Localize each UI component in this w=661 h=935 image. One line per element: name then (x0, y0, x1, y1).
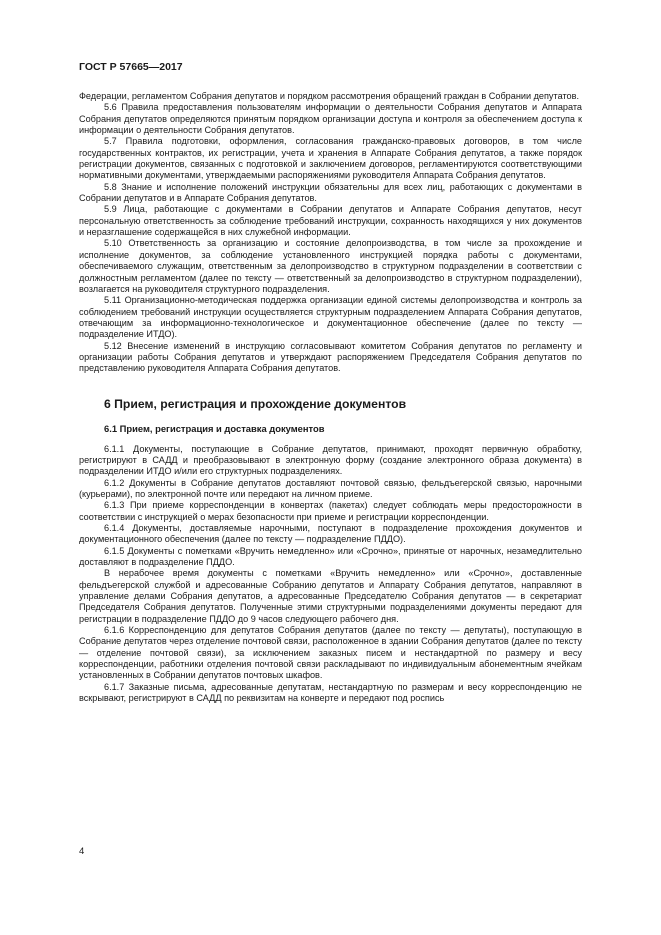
paragraph: 6.1.3 При приеме корреспонденции в конвертах (пакетах) следует соблюдать меры предосторожности в соответствии с инструкцией о мерах безопасности при приеме и регистрации корреспонденции. (79, 500, 582, 522)
subsection-heading: 6.1 Прием, регистрация и доставка документов (104, 422, 325, 434)
document-header: ГОСТ Р 57665—2017 (79, 61, 183, 73)
page-number: 4 (79, 846, 85, 857)
paragraph: 5.11 Организационно-методическая поддержка организации единой системы делопроизводства и контроль за соблюдением требований инструкции осуществляется структурным подразделением Аппарата Собрания депутатов, отвечающим за информационно-технологическое и документационное обеспечение (далее по тексту — подразделение ИТДО). (79, 295, 582, 340)
paragraph: В нерабочее время документы с пометками «Вручить немедленно» или «Срочно», доставленные фельдъегерской службой и адресованные Собранию депутатов и Аппарату Собрания депутатов, направляют в управление делами Собрания депутатов, а адресованные Председателю Собрания депутатов — в секретариат Председателя Собрания депутатов. Полученные этими структурными подразделениями документы передают для регистрации в подразделение ПДДО до 9 часов следующего рабочего дня. (79, 568, 582, 624)
paragraph: 5.9 Лица, работающие с документами в Собрании депутатов и Аппарате Собрания депутатов, несут персональную ответственность за соблюдение требований инструкции, сохранность находящихся у них документов и неразглашение содержащейся в них служебной информации. (79, 204, 582, 238)
paragraph: 5.7 Правила подготовки, оформления, согласования гражданско-правовых договоров, в том числе государственных контрактов, их регистрации, учета и хранения в Аппарате Собрания депутатов, а также порядок регистрации документов, связанных с подготовкой и заключением договоров, регламентируются соответствующими нормативными документами, утверждаемыми распоряжениями руководителя Аппарата Собрания депутатов. (79, 136, 582, 181)
paragraph: 6.1.4 Документы, доставляемые нарочными, поступают в подразделение прохождения документов и документационного обеспечения (далее по тексту — подразделение ПДДО). (79, 523, 582, 545)
paragraph: 6.1.5 Документы с пометками «Вручить немедленно» или «Срочно», принятые от нарочных, незамедлительно доставляют в подразделение ПДДО. (79, 545, 582, 568)
paragraph: 5.8 Знание и исполнение положений инструкции обязательны для всех лиц, работающих с документами в Собрании депутатов и в Аппарате Собрания депутатов. (79, 181, 582, 204)
section-heading: 6 Прием, регистрация и прохождение документов (104, 396, 407, 411)
paragraph-group-top (79, 91, 582, 375)
paragraph: Федерации, регламентом Собрания депутатов и порядком рассмотрения обращений граждан в Собрании депутатов. (79, 91, 579, 101)
paragraph-group-bottom (79, 444, 582, 705)
paragraph: 6.1.2 Документы в Собрание депутатов доставляют почтовой связью, фельдъегерской связью, нарочными (курьерами), по электронной почте или передают на личном приеме. (79, 477, 582, 499)
paragraph: 6.1.6 Корреспонденцию для депутатов Собрания депутатов (далее по тексту — депутаты), поступающую в Собрание депутатов через отделение почтовой связи, расположенное в здании Собрания депутатов (далее по тексту — отделение почтовой связи), за исключением заказных писем и нестандартной по размеру и весу корреспонденции, работники отделения почтовой связи раскладывают по индивидуальным абонементным ячейкам установленных в Собрании депутатов почтовых шкафов. (79, 625, 582, 681)
paragraph: 6.1.1 Документы, поступающие в Собрание депутатов, принимают, проходят первичную обработку, регистрируют в САДД и преобразовывают в электронную форму (создание электронного образа документа) в подразделении ИТДО и/или его структурных подразделениях. (79, 443, 582, 477)
paragraph: 5.10 Ответственность за организацию и состояние делопроизводства, в том числе за прохождение и исполнение документов, за соблюдение установленного инструкцией порядка работы с документами, обеспечиваемого служащим, ответственным за делопроизводство в структурном подразделении в соответствии с должностным регламентом (далее по тексту — ответственный за делопроизводство в структурном подразделении), возлагается на руководителя структурного подразделения. (79, 238, 582, 294)
paragraph: 5.12 Внесение изменений в инструкцию согласовывают комитетом Собрания депутатов по регламенту и организации работы Собрания депутатов и утверждают распоряжением Председателя Собрания депутатов по представлению руководителя Аппарата Собрания депутатов. (79, 340, 582, 374)
paragraph: 5.6 Правила предоставления пользователям информации о деятельности Собрания депутатов и Аппарата Собрания депутатов определяются принятым порядком организации доступа и контроля за обеспечением доступа к информации о деятельности Собрания депутатов. (79, 102, 582, 136)
document-body (79, 91, 582, 705)
paragraph: 6.1.7 Заказные письма, адресованные депутатам, нестандартную по размерам и весу корреспонденцию не вскрывают, регистрируют в САДД по реквизитам на конверте и передают под роспись (79, 681, 582, 704)
